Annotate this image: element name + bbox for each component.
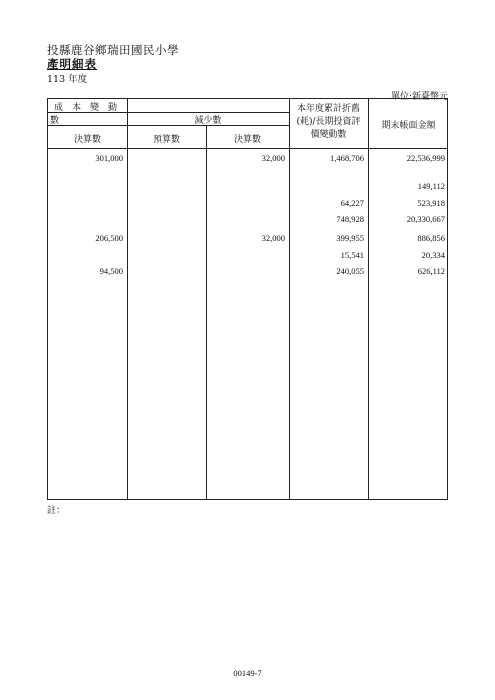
note-label: 註：	[47, 506, 66, 516]
table-cell: 32,000	[261, 233, 285, 243]
table-cell: 399,955	[336, 233, 364, 243]
depreciation-header: 本年度累計折舊 (耗)/長期投資評 價變動數	[296, 104, 361, 140]
decrease-header: 減少數	[194, 116, 222, 126]
column-divider	[206, 125, 207, 499]
header-bottom-rule	[48, 148, 447, 149]
table-cell: 626,112	[417, 266, 445, 276]
table-cell: 240,055	[336, 266, 364, 276]
ending-book-value-header: 期末帳面金額	[381, 121, 436, 131]
currency-unit: 單位:新臺幣元	[390, 92, 448, 102]
page-number: 00149-7	[233, 668, 262, 678]
report-title: 產明細表	[47, 57, 97, 71]
asset-detail-table	[47, 98, 448, 500]
table-cell: 20,334	[421, 250, 445, 260]
table-cell: 20,330,667	[406, 214, 445, 224]
increase-header-partial: 數	[50, 116, 60, 126]
table-cell: 94,500	[99, 266, 123, 276]
table-cell: 748,928	[336, 214, 364, 224]
table-cell: 22,536,999	[406, 153, 445, 163]
table-cell: 64,227	[340, 198, 364, 208]
final-amount-header: 決算數	[73, 135, 101, 145]
decrease-final-header: 決算數	[233, 135, 261, 145]
table-cell: 523,918	[417, 198, 445, 208]
fiscal-year: 113 年度	[47, 74, 88, 85]
table-cell: 149,112	[417, 181, 445, 191]
column-divider	[127, 99, 128, 499]
table-cell: 206,500	[95, 233, 123, 243]
table-cell: 301,000	[95, 153, 123, 163]
school-name: 投縣鹿谷鄉瑞田國民小學	[47, 43, 179, 57]
cost-change-header: 成 本 變 動	[54, 103, 118, 113]
table-cell: 886,856	[417, 233, 445, 243]
table-cell: 15,541	[340, 250, 364, 260]
table-cell: 32,000	[261, 153, 285, 163]
budget-amount-header: 預算數	[152, 135, 180, 145]
table-cell: 1,468,706	[330, 153, 364, 163]
